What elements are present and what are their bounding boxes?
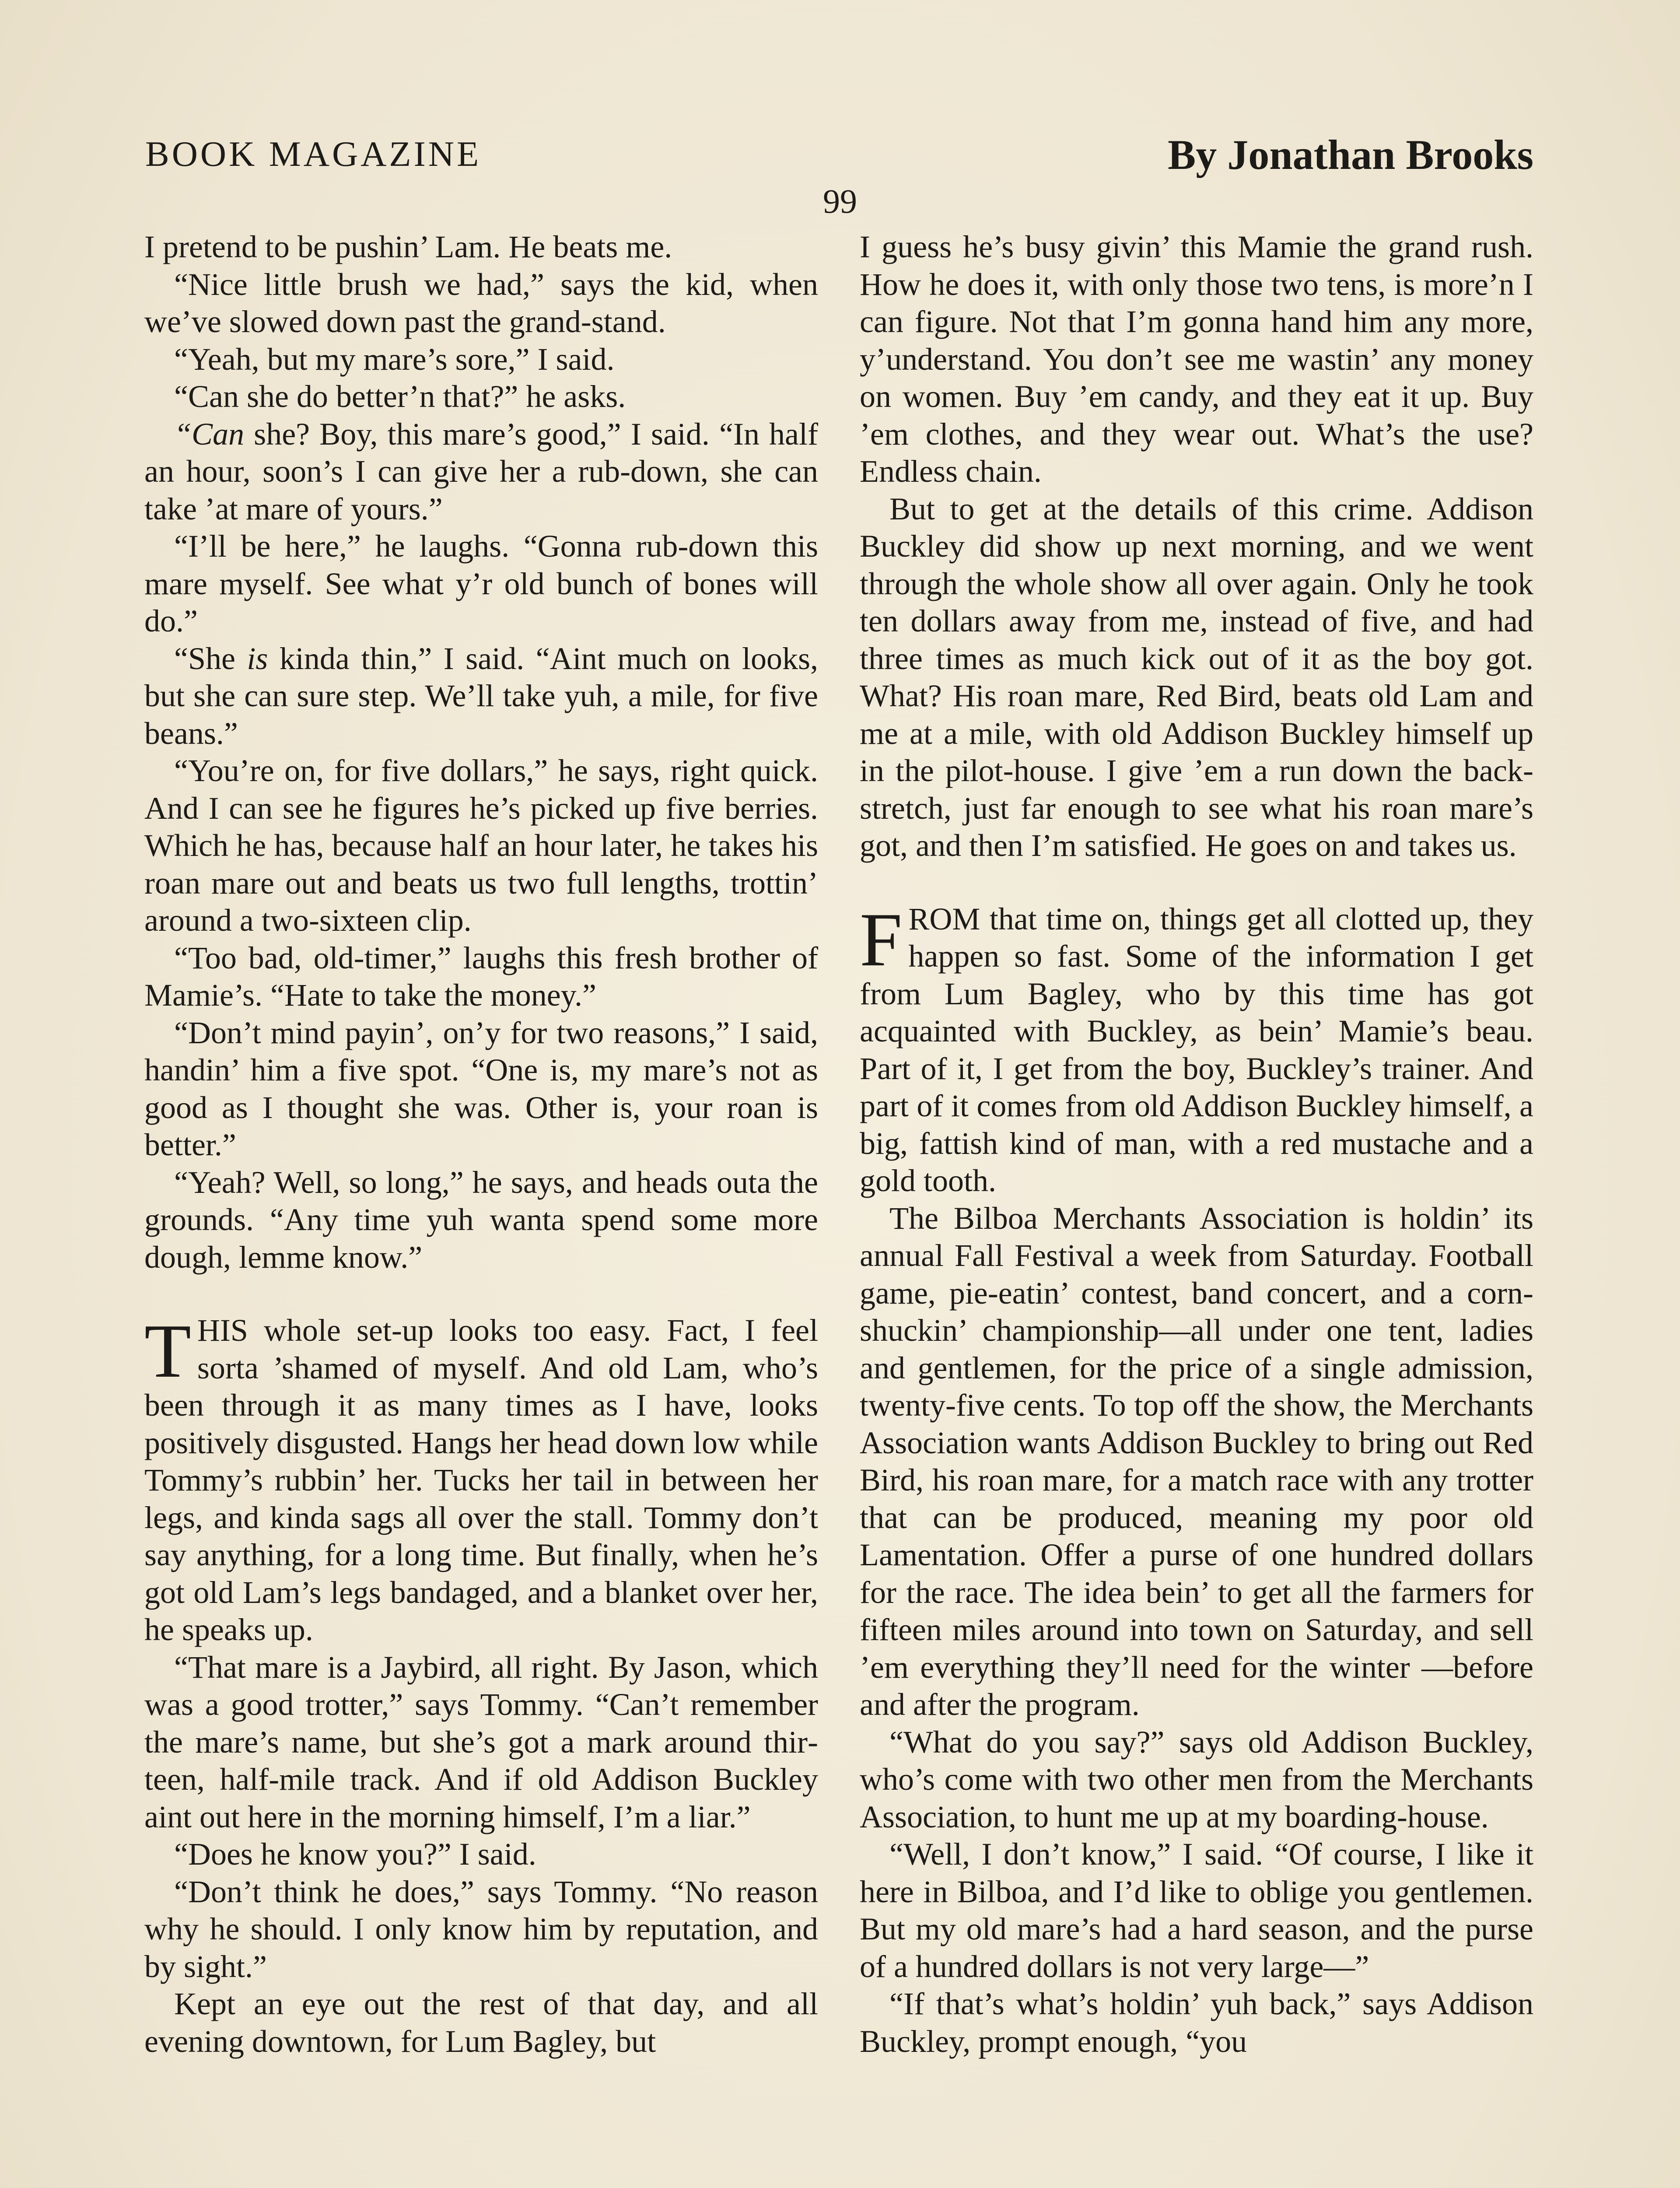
paragraph: I guess he’s busy givin’ this Mamie the grand rush. How he does it, with only those two tens, is more’n I can figure. Not that I’m gonna hand him any more, y’understand. You don’t see me wastin’ any money on women. Buy ’em candy, and they eat it up. Buy ’em clothes, and they wear out. What’s the use? Endless chain. — [860, 229, 1533, 489]
paragraph: “Don’t think he does,” says Tommy. “No reason why he should. I only know him by reputation, and by sight.” — [144, 1874, 818, 1984]
italic-word: is — [247, 641, 268, 676]
paragraph: “If that’s what’s holdin’ yuh back,” says Addison Buckley, prompt enough, “you — [860, 1986, 1533, 2059]
paragraph — [144, 416, 818, 528]
small-caps-lead: HIS — [197, 1313, 248, 1348]
paragraph-text: whole set-up looks too easy. Fact, I feel sorta ’shamed of myself. And old Lam, who’s been through it as many times as I have, looks positively disgusted. Hangs her head down low while Tommy’s rubbin’ her. Tucks her tail in between her legs, and kinda sags all over the stall. Tommy don’t say anything, for a long time. But finally, when he’s got old Lam’s legs bandaged, and a blanket over her, he speaks up. — [144, 1313, 818, 1647]
paragraph-text: “She — [174, 641, 247, 676]
page-number: 99 — [823, 182, 857, 220]
paragraph: “Does he know you?” I said. — [174, 1837, 536, 1872]
paragraph: “Too bad, old-timer,” laughs this fresh brother of Mamie’s. “Hate to take the money.” — [144, 940, 818, 1013]
small-caps-lead: ROM — [908, 901, 980, 936]
paragraph: “Can she do better’n that?” he asks. — [174, 379, 626, 414]
paragraph: Kept an eye out the rest of that day, and all evening downtown, for Lum Bagley, but — [144, 1986, 818, 2059]
paragraph: “Don’t mind payin’, on’y for two reasons,” I said, handin’ him a five spot. “One is, my mare’s not as good as I thought she was. Other is, your roan is better.” — [144, 1015, 818, 1162]
paragraph-text: that time on, things get all clotted up, they happen so fast. Some of the information I get from Lum Bagley, who by this time has got acquainted with Buckley, as bein’ Mamie’s beau. Part of it, I get from the boy, Buckley’s trainer. And part of it comes from old Addison Buckley himself, a big, fattish kind of man, with a red mustache and a gold tooth. — [860, 901, 1533, 1198]
magazine-title: BOOK MAGAZINE — [145, 134, 482, 174]
drop-cap: T — [144, 1308, 191, 1393]
section-opening-paragraph — [860, 897, 1533, 1200]
paragraph: “Nice little brush we had,” says the kid, when we’ve slowed down past the grand-stand. — [144, 266, 818, 339]
italic-word: “Can — [174, 416, 245, 452]
paragraph: “That mare is a Jaybird, all right. By Jason, which was a good trotter,” says Tommy. “Can’t remember the mare’s name, but she’s got a mark around thirteen, half-mile track. And if old Addison Buckley aint out here in the morning himself, I’m a liar.” — [144, 1649, 818, 1834]
paragraph-text: she? Boy, this mare’s good,” I said. “In half an hour, soon’s I can give her a rub-down, she can take ’at mare of yours.” — [144, 416, 818, 526]
paragraph: “What do you say?” says old Addison Buckley, who’s come with two other men from the Merchants Association, to hunt me up at my boarding-house. — [860, 1724, 1533, 1834]
section-opening-paragraph — [144, 1308, 818, 1649]
paragraph-text: kinda thin,” I said. “Aint much on looks, but she can sure step. We’ll take yuh, a mile, for five beans.” — [144, 641, 818, 751]
paragraph: But to get at the details of this crime. Addison Buckley did show up next morning, and we went through the whole show all over again. Only he took ten dollars away from me, instead of five, and had three times as much kick out of it as the boy got. What? His roan mare, Red Bird, beats old Lam and me at a mile, with old Addison Buckley himself up in the pilot-house. I give ’em a run down the back-stretch, just far enough to see what his roan mare’s got, and then I’m satisfied. He goes on and takes us. — [860, 491, 1533, 863]
left-column — [144, 228, 818, 2188]
paragraph: “I’ll be here,” he laughs. “Gonna rub-down this mare myself. See what y’r old bunch of bones will do.” — [144, 529, 818, 638]
paragraph: “Well, I don’t know,” I said. “Of course, I like it here in Bilboa, and I’d like to oblige you gentlemen. But my old mare’s had a hard season, and the purse of a hundred dollars is not very large—” — [860, 1837, 1533, 1984]
drop-cap: F — [860, 897, 903, 982]
paragraph: “Yeah? Well, so long,” he says, and heads outa the grounds. “Any time yuh wanta spend some more dough, lemme know.” — [144, 1164, 818, 1275]
paragraph: “Yeah, but my mare’s sore,” I said. — [174, 341, 615, 377]
right-column — [860, 228, 1533, 2188]
paragraph: The Bilboa Merchants Association is holdin’ its annual Fall Festival a week from Saturday. Football game, pie-eatin’ contest, band concert, and a corn-shuckin’ championship—all under one tent, ladies and gentlemen, for the price of a single admission, twenty-five cents. To top off the show, the Merchants Association wants Addison Buckley to bring out Red Bird, his roan mare, for a match race with any trotter that can be produced, meaning my poor old Lamentation. Offer a purse of one hundred dollars for the race. The idea bein’ to get all the farmers for fifteen miles around into town on Saturday, and sell ’em everything they’ll need for the winter —before and after the program. — [860, 1200, 1533, 1722]
paragraph: “You’re on, for five dollars,” he says, right quick. And I can see he figures he’s picked up five berries. Which he has, because half an hour later, he takes his roan mare out and beats us two full lengths, trottin’ around a two-sixteen clip. — [144, 753, 818, 938]
paragraph: I pretend to be pushin’ Lam. He beats me. — [144, 229, 672, 264]
paragraph — [144, 640, 818, 753]
author-byline: By Jonathan Brooks — [1168, 131, 1533, 178]
